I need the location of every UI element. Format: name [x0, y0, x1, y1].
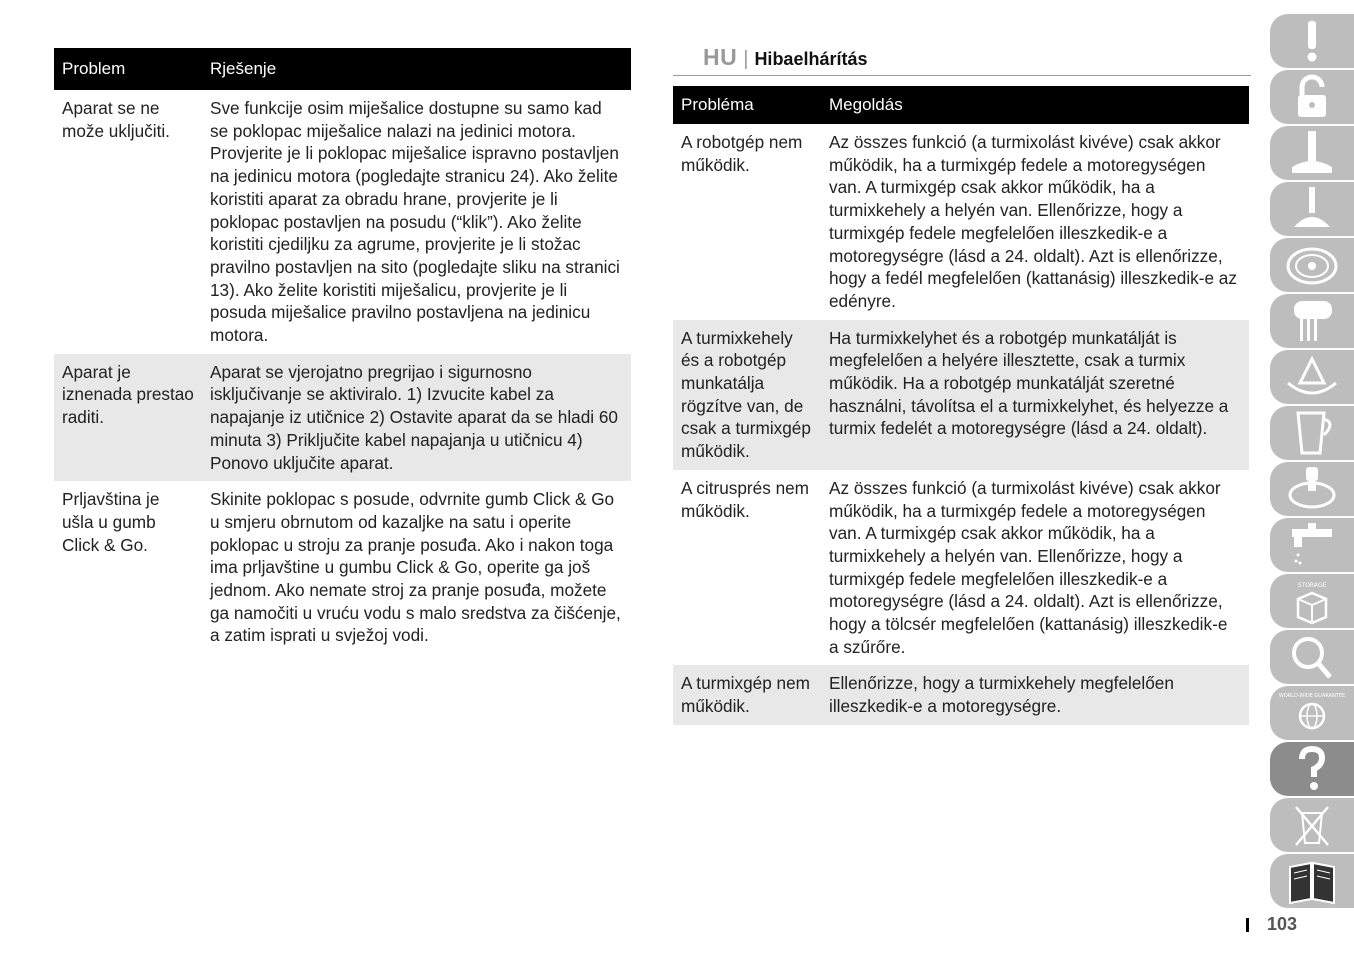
- tab-jug[interactable]: [1270, 406, 1354, 460]
- tap-icon: [1284, 521, 1340, 569]
- solution-cell: Az összes funkció (a turmixolást kivéve) csak akkor működik, ha a turmixgép fedele a motoregységen van. A turmixgép csak akkor működik, ha a turmixkehely a helyén van. Ellenőrizze, hogy a turmixgép fedele megfelelően illeszkedik-e a motoregységre (lásd a 24. oldalt). Azt is ellenőrizze, hogy a tölcsér megfelelően (kattanásig) illeszkedik-e a szűrőre.: [829, 477, 1228, 657]
- tab-search[interactable]: [1270, 630, 1354, 684]
- kneading-tool-icon: [1284, 185, 1340, 233]
- problem-cell: Prljavština je ušla u gumb Click & Go.: [62, 489, 160, 555]
- food-processor-icon: [1284, 465, 1340, 513]
- tab-discs[interactable]: [1270, 238, 1354, 292]
- jug-icon: [1284, 409, 1340, 457]
- table-row: [673, 124, 1249, 320]
- disposal-icon: [1284, 801, 1340, 849]
- storage-label: STORAGE: [1297, 582, 1327, 589]
- page-number-value: 103: [1267, 914, 1298, 934]
- page-number: [1246, 914, 1297, 935]
- tab-lock[interactable]: [1270, 70, 1354, 124]
- tab-cleaning[interactable]: [1270, 518, 1354, 572]
- chapter-tabs: [1270, 14, 1354, 912]
- tab-blade[interactable]: [1270, 126, 1354, 180]
- solution-cell: Skinite poklopac s posude, odvrnite gumb Click & Go u smjeru obrnutom od kazaljke na satu i operite poklopac u stroju za pranje posuđa. Ako i nakon toga ima prljavštine u gumbu Click & Go, operite ga još jednom. Ako nemate stroj za pranje posuđa, možete ga namočiti u vruću vodu s malo sredstva za čišćenje, a zatim isprati u svježoj vodi.: [210, 489, 621, 646]
- table-row: [54, 481, 631, 654]
- problem-cell: A citrusprés nem működik.: [681, 477, 809, 521]
- citrus-press-icon: [1284, 353, 1340, 401]
- tab-storage[interactable]: [1270, 574, 1354, 628]
- table-header: [673, 86, 1249, 124]
- left-troubleshooting-table: [54, 48, 631, 654]
- column-header-solution: Megoldás: [821, 86, 1249, 124]
- problem-cell: A turmixkehely és a robotgép munkatálja rögzítve van, de csak a turmixgép működik.: [673, 320, 821, 470]
- disc-icon: [1284, 241, 1340, 289]
- column-header-solution: Rješenje: [202, 48, 631, 90]
- blade-icon: [1284, 129, 1340, 177]
- right-troubleshooting-table: [673, 86, 1249, 725]
- column-header-problem: Probléma: [673, 86, 821, 124]
- tab-citrus[interactable]: [1270, 350, 1354, 404]
- column-header-problem: Problem: [54, 48, 202, 90]
- mixer-icon: [1284, 297, 1340, 345]
- book-icon: [1284, 857, 1340, 905]
- magnifier-icon: [1284, 633, 1340, 681]
- guarantee-icon: [1278, 689, 1346, 737]
- table-row: [673, 320, 1249, 470]
- tab-mixer[interactable]: [1270, 294, 1354, 348]
- solution-cell: Ha turmixkelyhet és a robotgép munkatálját is megfelelően a helyére illesztette, csak a turmix működik. Ha a robotgép munkatálját szeretné használni, távolítsa el a turmixkelyhet, és helyezze a turmix fedelét a motoregységre (lásd a 24. oldalt).: [821, 320, 1249, 470]
- question-icon: [1284, 745, 1340, 793]
- tab-troubleshooting[interactable]: [1270, 742, 1354, 796]
- table-row: [673, 665, 1249, 724]
- problem-cell: A robotgép nem működik.: [681, 132, 803, 175]
- section-title: Hibaelhárítás: [754, 49, 868, 69]
- header-rule: [673, 75, 1251, 76]
- storage-icon: [1284, 577, 1340, 625]
- solution-cell: Ellenőrizze, hogy a turmixkehely megfelelően illeszkedik-e a motoregységre.: [821, 665, 1249, 724]
- problem-cell: Aparat se ne može uključiti.: [62, 98, 170, 141]
- problem-cell: A turmixgép nem működik.: [673, 665, 821, 724]
- page-number-marker: [1246, 918, 1249, 932]
- solution-cell: Az összes funkció (a turmixolást kivéve) csak akkor működik, ha a turmixgép fedele a motoregységen van. A turmixgép csak akkor működik, ha a turmixkehely a helyén van. Ellenőrizze, hogy a turmixgép fedele megfelelően illeszkedik-e a motoregységre (lásd a 24. oldalt). Azt is ellenőrizze, hogy a fedél megfelelően (kattanásig) illeszkedik-e az edényre.: [829, 132, 1237, 311]
- tab-processor[interactable]: [1270, 462, 1354, 516]
- table-row: [54, 354, 631, 482]
- table-row: [54, 90, 631, 354]
- exclamation-icon: [1284, 17, 1340, 65]
- language-code: HU: [703, 44, 738, 70]
- tab-guarantee[interactable]: [1270, 686, 1354, 740]
- tab-disposal[interactable]: [1270, 798, 1354, 852]
- tab-recipes[interactable]: [1270, 854, 1354, 908]
- solution-cell: Aparat se vjerojatno pregrijao i sigurnosno isključivanje se aktiviralo. 1) Izvucite kabel za napajanje iz utičnice 2) Ostavite aparat da se hladi 60 minuta 3) Priključite kabel napajanja u utičnicu 4) Ponovo uključite aparat.: [202, 354, 631, 482]
- header-separator: |: [743, 48, 749, 70]
- tab-safety-warning[interactable]: [1270, 14, 1354, 68]
- padlock-icon: [1284, 73, 1340, 121]
- section-header: [703, 44, 867, 71]
- problem-cell: Aparat je iznenada prestao raditi.: [54, 354, 202, 482]
- tab-kneading[interactable]: [1270, 182, 1354, 236]
- solution-cell: Sve funkcije osim miješalice dostupne su samo kad se poklopac miješalice nalazi na jedinici motora. Provjerite je li poklopac miješalice ispravno postavljen na jedinicu motora (pogledajte stranicu 24). Ako želite koristiti aparat za obradu hrane, provjerite je li poklopac postavljen na posudu (“klik”). Ako želite koristiti cjediljku za agrume, provjerite je li stožac pravilno postavljen na sito (pogledajte sliku na stranici 13). Ako želite koristiti miješalicu, provjerite je li posuda miješalice pravilno postavljena na jedinicu motora.: [210, 98, 620, 346]
- guarantee-label: WORLD-WIDE GUARANTEE: [1278, 693, 1346, 699]
- table-header: [54, 48, 631, 90]
- table-row: [673, 470, 1249, 666]
